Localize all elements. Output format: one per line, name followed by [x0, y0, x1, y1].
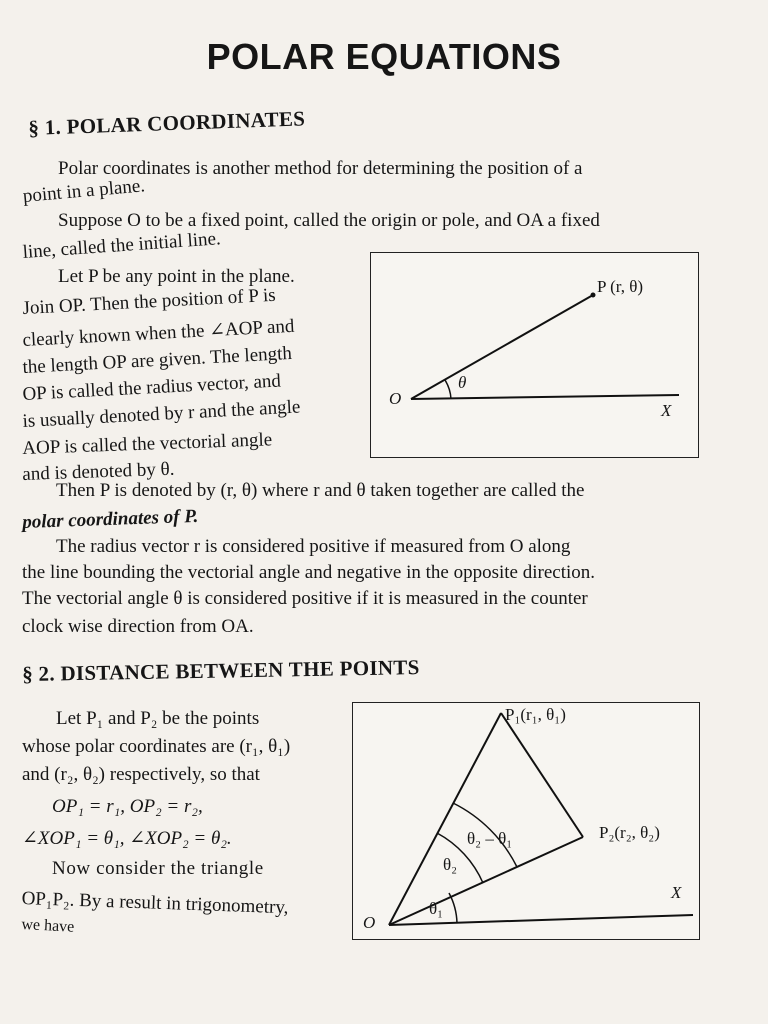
section-1-line-9: OP is called the radius vector, and [22, 370, 282, 405]
section-1-line-3: Suppose O to be a fixed point, called the origin or pole, and OA a fixed [58, 210, 600, 231]
section-2-line-5: ∠XOP₁ = θ₁, ∠XOP₂ = θ₂. [22, 828, 232, 849]
point-p-label: P (r, θ) [597, 277, 644, 296]
section-1-line-2: point in a plane. [22, 175, 146, 207]
section-2-heading: § 2. DISTANCE BETWEEN THE POINTS [22, 655, 420, 686]
section-2-line-7: OP₁P₂. By a result in trigonometry, [21, 888, 289, 919]
section-1-line-15: The radius vector r is considered positive if measured from O along [56, 536, 571, 557]
p1-label: P₁(r₁, θ₁) [505, 705, 566, 724]
section-1-line-7: clearly known when the ∠AOP and [22, 315, 295, 351]
radius-vector-line [411, 295, 593, 399]
section-2-line-8: we have [21, 915, 75, 936]
theta2-label: θ₂ [443, 855, 458, 874]
polar-coordinates-figure [370, 252, 699, 458]
section-1-line-13: Then P is denoted by (r, θ) where r and θ taken together are called the [56, 480, 585, 501]
x-axis-label-2: X [671, 883, 682, 902]
section-2-line-6: Now consider the triangle [52, 858, 264, 879]
x-axis-label: X [661, 401, 672, 420]
origin-label-2: O [363, 913, 376, 932]
section-1-line-14: polar coordinates of P. [22, 505, 199, 533]
section-1-line-10: is usually denoted by r and the angle [22, 396, 301, 432]
section-1-line-6: Join OP. Then the position of P is [22, 284, 277, 319]
op1-line [389, 713, 501, 925]
page-title: POLAR EQUATIONS [206, 36, 562, 77]
section-1-line-1: Polar coordinates is another method for determining the position of a [58, 158, 583, 179]
section-1-line-4: line, called the initial line. [22, 228, 222, 263]
diff-angle-label: θ₂ – θ₁ [467, 829, 513, 848]
section-2-line-1: Let P₁ and P₂ be the points [56, 708, 260, 729]
p1p2-line [501, 713, 583, 837]
section-2-line-3: and (r₂, θ₂) respectively, so that [22, 764, 260, 785]
section-1-line-12: and is denoted by θ. [22, 458, 175, 485]
distance-figure [352, 702, 700, 940]
distance-triangle-diagram [353, 703, 699, 939]
theta1-label: θ₁ [429, 899, 444, 918]
section-2-line-4: OP₁ = r₁, OP₂ = r₂, [52, 796, 203, 817]
section-1-line-5: Let P be any point in the plane. [58, 266, 295, 287]
theta-angle-label: θ [458, 373, 467, 392]
theta-arc [445, 380, 451, 399]
section-1-line-17: The vectorial angle θ is considered positive if it is measured in the counter [22, 588, 588, 609]
polar-coordinates-diagram [371, 253, 698, 457]
origin-label: O [389, 389, 402, 408]
section-1-line-16: the line bounding the vectorial angle and negative in the opposite direction. [22, 562, 595, 583]
section-1-line-11: AOP is called the vectorial angle [22, 429, 273, 459]
section-2-line-2: whose polar coordinates are (r₁, θ₁) [22, 736, 291, 757]
section-1-line-18: clock wise direction from OA. [22, 616, 254, 637]
section-1-line-8: the length OP are given. The length [22, 342, 293, 378]
p2-label: P₂(r₂, θ₂) [599, 823, 660, 842]
op2-line [389, 837, 583, 925]
section-1-heading: § 1. POLAR COORDINATES [28, 106, 306, 140]
point-p-marker [591, 293, 596, 298]
